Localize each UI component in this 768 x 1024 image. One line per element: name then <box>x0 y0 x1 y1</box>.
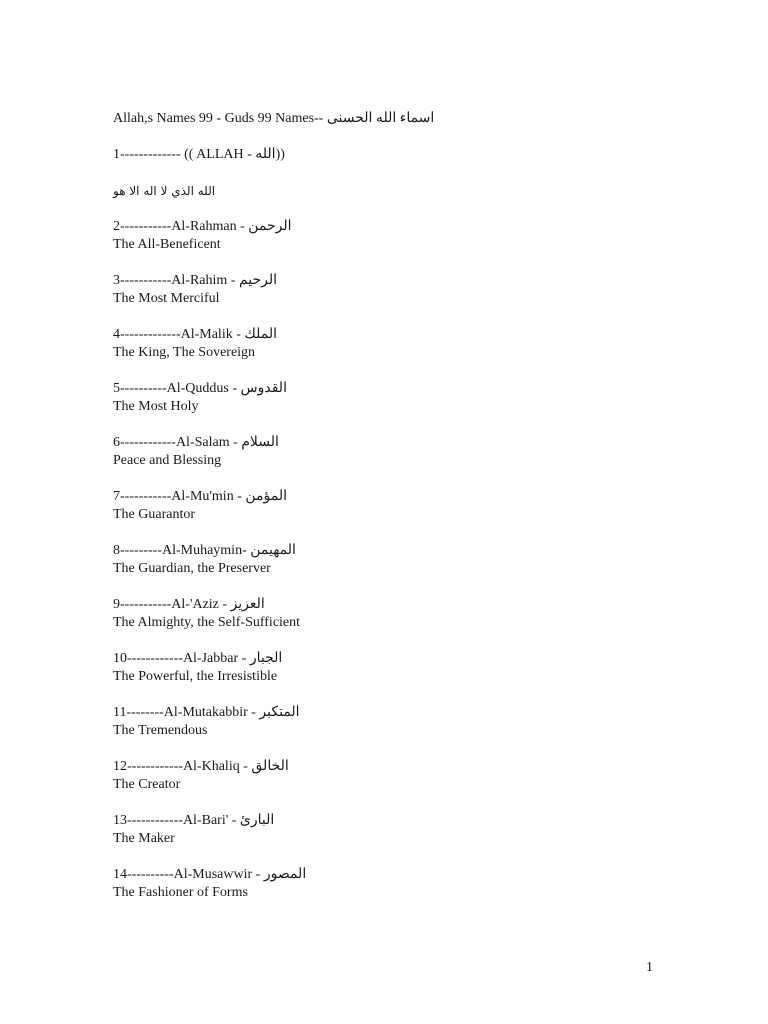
entry-meaning: The Most Merciful <box>113 291 220 306</box>
entry-meaning: The Tremendous <box>113 723 208 738</box>
name-entry-10 <box>113 650 673 686</box>
entry-head: 9-----------Al-'Aziz - العزيز <box>113 597 265 612</box>
document-body <box>113 110 673 902</box>
entry-head: 7-----------Al-Mu'min - المؤمن <box>113 489 287 504</box>
entry-meaning: The King, The Sovereign <box>113 345 256 360</box>
name-entry-12 <box>113 758 673 794</box>
entry-head: 8---------Al-Muhaymin- المهيمن <box>113 543 296 558</box>
entry-head: 2-----------Al-Rahman - الرحمن <box>113 219 292 234</box>
entry-meaning: The Powerful, the Irresistible <box>113 669 278 684</box>
entry-meaning: The Maker <box>113 831 175 846</box>
entry-head: 6------------Al-Salam - السلام <box>113 435 279 450</box>
entry-head: 5----------Al-Quddus - القدوس <box>113 381 287 396</box>
name-entry-11 <box>113 704 673 740</box>
entry-head: 4-------------Al-Malik - الملك <box>113 327 278 342</box>
entry-head: 11--------Al-Mutakabbir - المتكبر <box>113 705 300 720</box>
name-entry-2 <box>113 218 673 254</box>
entry-head: 10------------Al-Jabbar - الجبار <box>113 651 283 666</box>
entry-meaning: The All-Beneficent <box>113 237 221 252</box>
name-entry-6 <box>113 434 673 470</box>
entry-meaning: The Fashioner of Forms <box>113 885 248 900</box>
name-entry-13 <box>113 812 673 848</box>
entry-meaning: The Almighty, the Self-Sufficient <box>113 615 301 630</box>
page-number: 1 <box>646 960 653 975</box>
entry-meaning: The Guarantor <box>113 507 196 522</box>
document-title: Allah,s Names 99 - Guds 99 Names-- اسماء الله الحسنى <box>113 111 435 126</box>
entry-head: 3-----------Al-Rahim - الرحيم <box>113 273 278 288</box>
name-entry-4 <box>113 326 673 362</box>
entry-meaning: The Guardian, the Preserver <box>113 561 271 576</box>
entry-head: 13------------Al-Bari' - البارئ <box>113 813 275 828</box>
arabic-phrase: الله الذي لا اله الا هو <box>113 184 216 198</box>
name-entry-8 <box>113 542 673 578</box>
first-name-line: 1------------- (( ALLAH - الله)) <box>113 147 285 162</box>
entry-meaning: The Most Holy <box>113 399 199 414</box>
name-entry-9 <box>113 596 673 632</box>
name-entry-5 <box>113 380 673 416</box>
entry-head: 12------------Al-Khaliq - الخالق <box>113 759 289 774</box>
entry-head: 14----------Al-Musawwir - المصور <box>113 867 307 882</box>
name-entry-3 <box>113 272 673 308</box>
entry-meaning: Peace and Blessing <box>113 453 222 468</box>
name-entry-7 <box>113 488 673 524</box>
name-entry-14 <box>113 866 673 902</box>
entry-meaning: The Creator <box>113 777 181 792</box>
